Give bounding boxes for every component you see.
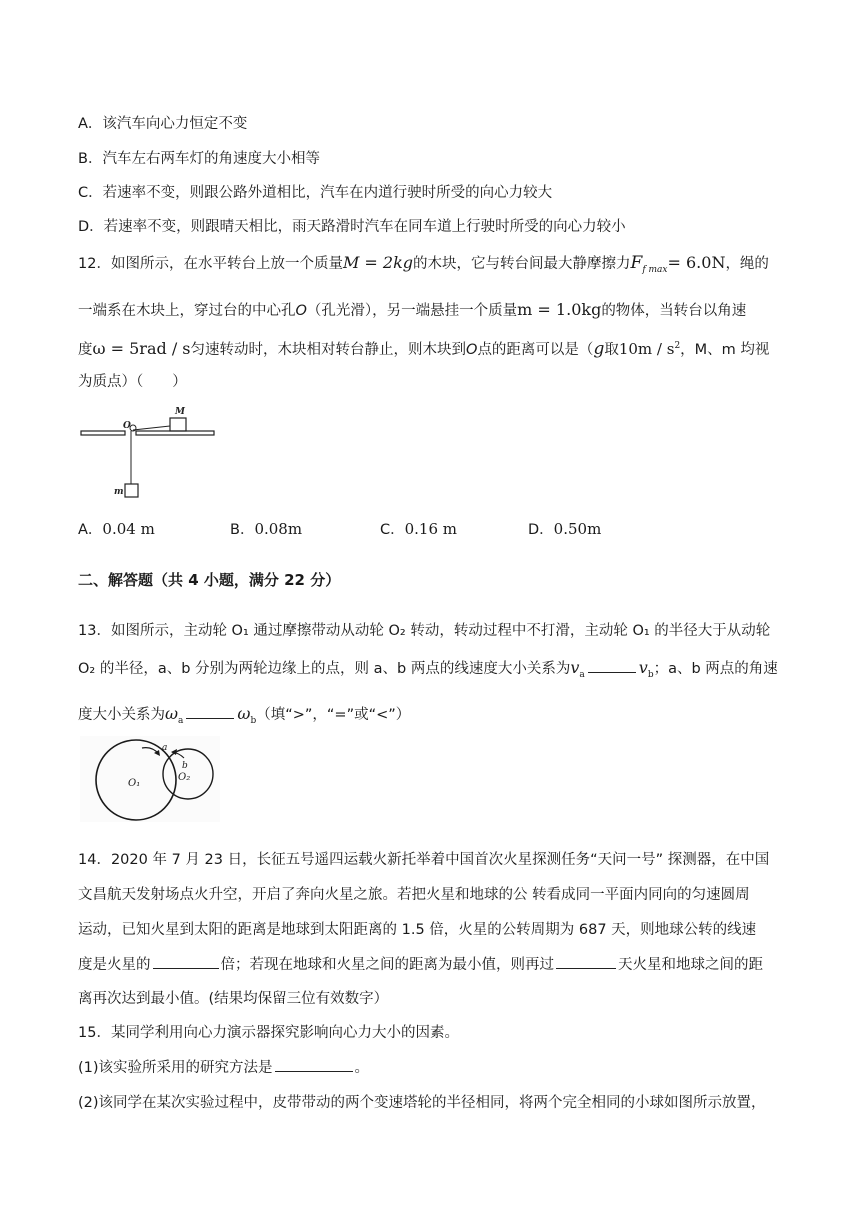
q13-vb: v (638, 658, 648, 677)
q12-text: ，绳的 (725, 256, 769, 272)
q15-line-1: 15．某同学利用向心力演示器探究影响向心力大小的因素。 (78, 1025, 459, 1041)
q12-text: （孔光滑），另一端悬挂一个质量 (306, 303, 518, 319)
q14-text: 度是火星的 (78, 957, 151, 973)
q13-wa: ω (165, 704, 179, 723)
option-value: 0.50m (553, 520, 602, 538)
q14-text: 天火星和地球之间的距 (618, 957, 763, 973)
option-value: 0.04 m (102, 520, 155, 538)
q11-option-c: C．若速率不变，则跟公路外道相比，汽车在内道行驶时所受的向心力较大 (78, 185, 553, 201)
q12-mass-m: m = 1.0kg (517, 300, 602, 319)
q12-mass-M: M = 2kg (342, 253, 414, 272)
q11-option-a: A．该汽车向心力恒定不变 (78, 116, 248, 132)
rope-horizontal (133, 426, 170, 430)
q14-text: 倍；若现在地球和火星之间的距离为最小值，则再过 (220, 957, 554, 973)
q13-text: 度大小关系为 (78, 707, 165, 723)
option-letter: A． (78, 522, 103, 538)
q12-option-b (230, 518, 302, 539)
hanging-mass-m (125, 484, 138, 497)
q13-vb-subscript: b (647, 669, 654, 680)
q15-blank-1[interactable] (275, 1057, 353, 1072)
q12-option-c (380, 518, 457, 539)
q12-text: 度 (78, 342, 93, 358)
q12-text: 的物体，当转台以角速 (601, 303, 747, 319)
q12-text: 12．如图所示，在水平转台上放一个质量 (78, 256, 343, 272)
label-O: O (123, 421, 131, 431)
q15-line-2 (78, 1056, 369, 1077)
q14-line-2: 文昌航天发射场点火升空，开启了奔向火星之旅。若把火星和地球的公 转看成同一平面内同向的匀速圆周 (78, 887, 750, 903)
q12-line-4: 为质点）（ ） (78, 374, 187, 390)
q14-blank-2[interactable] (556, 954, 616, 969)
q12-text: 点的距离可以是（ (477, 342, 594, 358)
label-m: m (114, 487, 124, 497)
q12-text: 取 (604, 342, 619, 358)
q14-line-3: 运动，已知火星到太阳的距离是地球到太阳距离的 1.5 倍，火星的公转周期为 687 天，则地球公转的线速 (78, 922, 757, 938)
label-O2: O₂ (178, 772, 191, 783)
q12-figure (76, 398, 226, 502)
q11-option-d: D．若速率不变，则跟晴天相比，雨天路滑时汽车在同车道上行驶时所受的向心力较小 (78, 219, 626, 235)
option-value: 0.08m (254, 520, 303, 538)
option-value: 0.16 m (404, 520, 458, 538)
q12-text: 匀速转动时，木块相对转台静止，则木块到 (190, 342, 467, 358)
q14-line-4 (78, 953, 763, 974)
q13-wb: ω (237, 704, 251, 723)
hole-O (130, 425, 136, 431)
q13-wa-subscript: a (178, 715, 184, 726)
option-letter: D． (528, 522, 554, 538)
label-O1: O₁ (128, 778, 141, 789)
q12-friction-symbol: F (630, 253, 643, 273)
turntable-left-plate (81, 431, 125, 435)
q12-g-value: 10m / s (618, 340, 675, 358)
label-b: b (182, 761, 188, 771)
label-M: M (175, 407, 185, 417)
q12-omega: ω = 5rad / s (92, 339, 191, 358)
q12-text: 的木块，它与转台间最大静摩擦力 (413, 256, 631, 272)
q14-line-1: 14．2020 年 7 月 23 日，长征五号遥四运载火新托举着中国首次火星探测任务“天问一号” 探测器，在中国 (78, 852, 770, 868)
q13-blank-2[interactable] (186, 704, 234, 719)
q14-blank-1[interactable] (153, 954, 219, 969)
q12-option-a (78, 518, 155, 539)
q12-text: ，M、m 均视 (680, 342, 770, 358)
q12-g-symbol: g (593, 339, 605, 359)
q15-text: (1)该实验所采用的研究方法是 (78, 1060, 273, 1076)
q13-text: ；a、b 两点的角速 (653, 661, 778, 677)
q12-line-2 (78, 299, 746, 320)
label-a: a (162, 743, 168, 753)
section-heading: 二、解答题（共 4 小题，满分 22 分） (78, 571, 341, 589)
q12-point-O: O (295, 303, 307, 319)
block-M (170, 418, 186, 431)
turntable-right-plate (136, 431, 214, 435)
q13-blank-1[interactable] (588, 658, 636, 673)
q12-text: 一端系在木块上，穿过台的中心孔 (78, 303, 296, 319)
q15-line-3: (2)该同学在某次实验过程中，皮带带动的两个变速塔轮的半径相同，将两个完全相同的小球如图所示放置， (78, 1095, 766, 1111)
q13-text: （填“>”，“=”或“<”） (256, 707, 411, 723)
q13-text: O₂ 的半径，a、b 分别为两轮边缘上的点，则 a、b 两点的线速度大小关系为 (78, 661, 571, 677)
q12-friction-subscript: f max (642, 264, 668, 275)
q12-option-d (528, 518, 601, 539)
q13-va-subscript: a (579, 669, 585, 680)
q13-line-2 (78, 657, 778, 680)
q11-option-b: B．汽车左右两车灯的角速度大小相等 (78, 151, 320, 167)
q13-line-3 (78, 703, 410, 726)
q12-g-exponent: 2 (674, 341, 681, 352)
q12-line-3 (78, 338, 769, 359)
q12-friction-value: = 6.0N (667, 253, 726, 272)
q12-point-O: O (466, 342, 478, 358)
q13-figure (80, 736, 220, 822)
option-letter: B． (230, 522, 255, 538)
q13-va: v (570, 658, 580, 677)
q15-text: 。 (354, 1060, 370, 1076)
option-letter: C． (380, 522, 405, 538)
q12-line-1 (78, 252, 769, 275)
q14-line-5: 离再次达到最小值。(结果均保留三位有效数字） (78, 991, 389, 1007)
q13-line-1: 13．如图所示，主动轮 O₁ 通过摩擦带动从动轮 O₂ 转动，转动过程中不打滑，主动轮 O₁ 的半径大于从动轮 (78, 623, 771, 639)
q13-wb-subscript: b (250, 715, 257, 726)
